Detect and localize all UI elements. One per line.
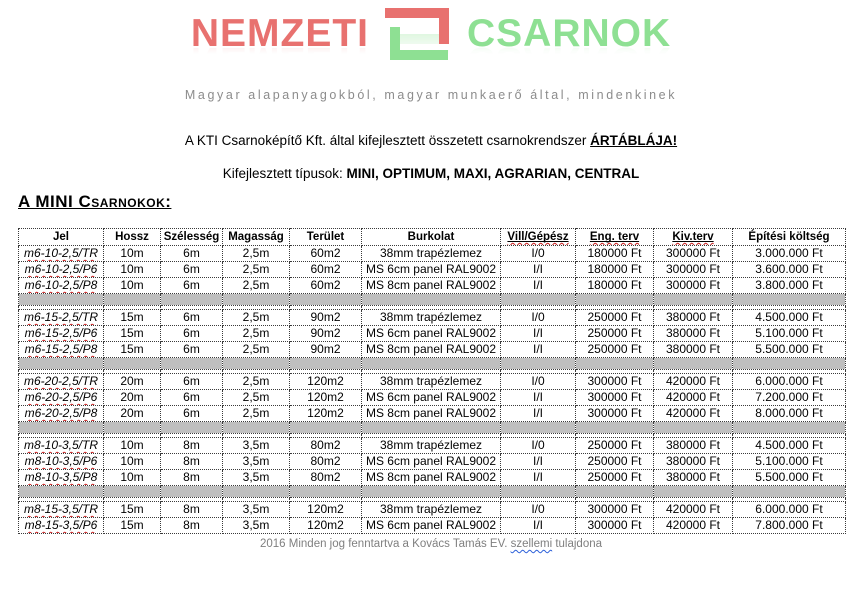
header-cell: Magasság: [223, 229, 290, 246]
table-cell: 300000 Ft: [576, 406, 654, 422]
table-cell: 120m2: [290, 406, 362, 422]
table-cell: 2,5m: [223, 374, 290, 390]
table-cell: 6m: [161, 374, 223, 390]
table-cell: MS 6cm panel RAL9002: [362, 518, 501, 534]
section-heading: A MINI Csarnokok:: [18, 192, 172, 211]
table-cell: 420000 Ft: [654, 374, 733, 390]
table-row: [19, 518, 846, 534]
table-cell: 38mm trapézlemez: [362, 502, 501, 518]
table-row: [19, 470, 846, 486]
separator-cell: [576, 422, 654, 434]
table-cell: 250000 Ft: [576, 342, 654, 358]
separator-cell: [290, 294, 362, 306]
table-cell: 8m: [161, 438, 223, 454]
separator-cell: [733, 358, 846, 370]
cell-jel: m8-10-3,5/P8: [19, 470, 104, 486]
table-cell: 420000 Ft: [654, 406, 733, 422]
table-cell: 20m: [104, 390, 161, 406]
cell-jel: m8-10-3,5/TR: [19, 438, 104, 454]
table-cell: 420000 Ft: [654, 518, 733, 534]
separator-cell: [290, 486, 362, 498]
cell-jel: m6-20-2,5/P6: [19, 390, 104, 406]
table-cell: 2,5m: [223, 390, 290, 406]
table-cell: I/I: [501, 326, 576, 342]
table-cell: 80m2: [290, 438, 362, 454]
table-cell: 90m2: [290, 310, 362, 326]
table-row: [19, 326, 846, 342]
table-cell: 2,5m: [223, 342, 290, 358]
intro-types: [0, 166, 862, 181]
table-cell: 6m: [161, 310, 223, 326]
table-cell: 10m: [104, 262, 161, 278]
table-cell: 380000 Ft: [654, 454, 733, 470]
separator-cell: [161, 422, 223, 434]
price-table: [18, 228, 846, 534]
table-cell: 2,5m: [223, 406, 290, 422]
separator-cell: [19, 422, 104, 434]
table-cell: 420000 Ft: [654, 502, 733, 518]
table-cell: 90m2: [290, 326, 362, 342]
header-cell: Építési költség: [733, 229, 846, 246]
table-cell: I/I: [501, 518, 576, 534]
table-cell: 8m: [161, 454, 223, 470]
table-cell: I/I: [501, 278, 576, 294]
table-row: [19, 310, 846, 326]
table-cell: 6m: [161, 262, 223, 278]
cell-jel: m8-15-3,5/TR: [19, 502, 104, 518]
header-cell: Hossz: [104, 229, 161, 246]
table-cell: 7.800.000 Ft: [733, 518, 846, 534]
table-cell: I/I: [501, 262, 576, 278]
table-row: [19, 438, 846, 454]
separator-cell: [501, 422, 576, 434]
table-cell: 2,5m: [223, 310, 290, 326]
cell-jel: m6-10-2,5/TR: [19, 246, 104, 262]
table-cell: I/0: [501, 310, 576, 326]
table-cell: 20m: [104, 406, 161, 422]
header-cell: Vill/Gépész: [501, 229, 576, 246]
table-cell: I/I: [501, 342, 576, 358]
cell-jel: m6-15-2,5/TR: [19, 310, 104, 326]
table-cell: 3.800.000 Ft: [733, 278, 846, 294]
table-cell: 300000 Ft: [654, 262, 733, 278]
table-cell: 15m: [104, 342, 161, 358]
table-cell: MS 8cm panel RAL9002: [362, 278, 501, 294]
table-cell: I/0: [501, 374, 576, 390]
table-cell: MS 6cm panel RAL9002: [362, 326, 501, 342]
table-cell: 300000 Ft: [654, 246, 733, 262]
table-cell: 15m: [104, 326, 161, 342]
table-row: [19, 342, 846, 358]
table-row: [19, 262, 846, 278]
table-cell: 300000 Ft: [576, 390, 654, 406]
footer-text-suffix: tulajdona: [552, 538, 603, 550]
table-cell: MS 6cm panel RAL9002: [362, 262, 501, 278]
table-cell: I/I: [501, 406, 576, 422]
brand-mark-icon: [385, 8, 451, 60]
table-row: [19, 278, 846, 294]
cell-jel: m8-10-3,5/P6: [19, 454, 104, 470]
price-table-body: [19, 246, 846, 534]
table-cell: 10m: [104, 454, 161, 470]
table-cell: MS 8cm panel RAL9002: [362, 406, 501, 422]
table-cell: 80m2: [290, 454, 362, 470]
table-cell: 6m: [161, 390, 223, 406]
price-table-wrap: [18, 228, 846, 534]
table-cell: MS 8cm panel RAL9002: [362, 342, 501, 358]
table-cell: 3.600.000 Ft: [733, 262, 846, 278]
table-cell: I/0: [501, 246, 576, 262]
separator-cell: [19, 358, 104, 370]
separator-cell: [733, 294, 846, 306]
table-cell: 60m2: [290, 278, 362, 294]
cell-jel: m6-10-2,5/P6: [19, 262, 104, 278]
group-separator-row: [19, 358, 846, 370]
table-cell: 180000 Ft: [576, 246, 654, 262]
separator-cell: [104, 422, 161, 434]
cell-jel: m6-20-2,5/P8: [19, 406, 104, 422]
table-cell: 38mm trapézlemez: [362, 246, 501, 262]
table-cell: 380000 Ft: [654, 438, 733, 454]
footer-text-prefix: 2016 Minden jog fenntartva a Kovács Tamás EV.: [259, 538, 511, 550]
logo-tagline: Magyar alapanyagokból, magyar munkaerő által, mindenkinek: [184, 88, 678, 102]
group-separator-row: [19, 294, 846, 306]
logo: [0, 12, 862, 60]
table-cell: 6m: [161, 406, 223, 422]
separator-cell: [654, 422, 733, 434]
table-cell: 300000 Ft: [654, 278, 733, 294]
table-cell: 2,5m: [223, 278, 290, 294]
table-cell: 3.000.000 Ft: [733, 246, 846, 262]
separator-cell: [290, 358, 362, 370]
separator-cell: [733, 422, 846, 434]
table-cell: 10m: [104, 246, 161, 262]
separator-cell: [362, 486, 501, 498]
table-cell: 8.000.000 Ft: [733, 406, 846, 422]
separator-cell: [223, 422, 290, 434]
table-cell: 3,5m: [223, 438, 290, 454]
separator-cell: [576, 294, 654, 306]
separator-cell: [104, 486, 161, 498]
separator-cell: [362, 294, 501, 306]
copyright-footer: [0, 538, 862, 550]
separator-cell: [223, 294, 290, 306]
table-cell: 5.500.000 Ft: [733, 470, 846, 486]
logo-row: [191, 12, 671, 60]
table-cell: 250000 Ft: [576, 438, 654, 454]
table-cell: 4.500.000 Ft: [733, 310, 846, 326]
table-cell: 120m2: [290, 518, 362, 534]
table-cell: 380000 Ft: [654, 342, 733, 358]
table-cell: 250000 Ft: [576, 454, 654, 470]
table-cell: 38mm trapézlemez: [362, 374, 501, 390]
table-cell: 8m: [161, 502, 223, 518]
table-cell: I/0: [501, 502, 576, 518]
separator-cell: [362, 422, 501, 434]
table-cell: 10m: [104, 470, 161, 486]
separator-cell: [19, 294, 104, 306]
table-cell: 3,5m: [223, 502, 290, 518]
intro-title-emphasis: ÁRTÁBLÁJA!: [590, 133, 678, 148]
table-cell: MS 6cm panel RAL9002: [362, 454, 501, 470]
table-cell: 3,5m: [223, 518, 290, 534]
table-cell: 6.000.000 Ft: [733, 502, 846, 518]
table-cell: 250000 Ft: [576, 470, 654, 486]
table-row: [19, 390, 846, 406]
table-cell: I/I: [501, 470, 576, 486]
table-header-row: [19, 229, 846, 246]
table-row: [19, 406, 846, 422]
group-separator-row: [19, 486, 846, 498]
logo-word-nemzeti: NEMZETI: [190, 12, 369, 55]
table-cell: 3,5m: [223, 454, 290, 470]
table-cell: 6m: [161, 326, 223, 342]
table-cell: 6m: [161, 278, 223, 294]
table-cell: 2,5m: [223, 246, 290, 262]
table-cell: 15m: [104, 502, 161, 518]
table-cell: 120m2: [290, 374, 362, 390]
table-cell: 8m: [161, 518, 223, 534]
table-cell: 380000 Ft: [654, 470, 733, 486]
intro-types-list: MINI, OPTIMUM, MAXI, AGRARIAN, CENTRAL: [346, 166, 640, 181]
separator-cell: [654, 486, 733, 498]
table-row: [19, 246, 846, 262]
intro-types-text: Kifejlesztett típusok:: [222, 166, 347, 181]
separator-cell: [19, 486, 104, 498]
table-cell: I/I: [501, 390, 576, 406]
table-cell: 2,5m: [223, 262, 290, 278]
separator-cell: [576, 486, 654, 498]
separator-cell: [501, 358, 576, 370]
table-cell: 60m2: [290, 262, 362, 278]
table-row: [19, 502, 846, 518]
table-cell: 5.100.000 Ft: [733, 454, 846, 470]
separator-cell: [654, 294, 733, 306]
price-table-head: [19, 229, 846, 246]
footer-flagged-word: szellemi: [510, 538, 553, 550]
header-cell: Kiv.terv: [654, 229, 733, 246]
table-cell: 120m2: [290, 502, 362, 518]
separator-cell: [501, 294, 576, 306]
separator-cell: [161, 486, 223, 498]
table-cell: 38mm trapézlemez: [362, 310, 501, 326]
logo-word-csarnok: CSARNOK: [467, 12, 672, 55]
table-cell: 10m: [104, 278, 161, 294]
table-cell: 380000 Ft: [654, 326, 733, 342]
brand-mark-green-bracket: [390, 27, 448, 60]
table-cell: 250000 Ft: [576, 310, 654, 326]
table-cell: 4.500.000 Ft: [733, 438, 846, 454]
separator-cell: [362, 358, 501, 370]
table-cell: 80m2: [290, 470, 362, 486]
table-cell: 380000 Ft: [654, 310, 733, 326]
table-cell: 90m2: [290, 342, 362, 358]
table-cell: 2,5m: [223, 326, 290, 342]
table-cell: I/0: [501, 438, 576, 454]
cell-jel: m6-10-2,5/P8: [19, 278, 104, 294]
table-cell: 10m: [104, 438, 161, 454]
separator-cell: [104, 358, 161, 370]
table-cell: 120m2: [290, 390, 362, 406]
table-cell: 6.000.000 Ft: [733, 374, 846, 390]
header-cell: Terület: [290, 229, 362, 246]
table-cell: 60m2: [290, 246, 362, 262]
cell-jel: m6-20-2,5/TR: [19, 374, 104, 390]
separator-cell: [161, 294, 223, 306]
table-cell: 300000 Ft: [576, 518, 654, 534]
table-cell: MS 8cm panel RAL9002: [362, 470, 501, 486]
separator-cell: [290, 422, 362, 434]
separator-cell: [501, 486, 576, 498]
table-cell: 6m: [161, 246, 223, 262]
intro-title: [0, 133, 862, 148]
table-cell: MS 6cm panel RAL9002: [362, 390, 501, 406]
table-cell: 5.100.000 Ft: [733, 326, 846, 342]
table-cell: 38mm trapézlemez: [362, 438, 501, 454]
separator-cell: [733, 486, 846, 498]
separator-cell: [654, 358, 733, 370]
separator-cell: [161, 358, 223, 370]
header-cell: Burkolat: [362, 229, 501, 246]
separator-cell: [104, 294, 161, 306]
table-cell: 180000 Ft: [576, 278, 654, 294]
table-cell: 300000 Ft: [576, 374, 654, 390]
header-cell: Eng. terv: [576, 229, 654, 246]
header-cell: Jel: [19, 229, 104, 246]
group-separator-row: [19, 422, 846, 434]
cell-jel: m6-15-2,5/P6: [19, 326, 104, 342]
table-row: [19, 454, 846, 470]
cell-jel: m8-15-3,5/P6: [19, 518, 104, 534]
intro-title-text: A KTI Csarnoképítő Kft. által kifejlesztett összetett csarnokrendszer: [184, 133, 591, 148]
table-cell: 3,5m: [223, 470, 290, 486]
table-cell: 420000 Ft: [654, 390, 733, 406]
table-cell: 180000 Ft: [576, 262, 654, 278]
table-cell: 300000 Ft: [576, 502, 654, 518]
table-cell: 250000 Ft: [576, 326, 654, 342]
separator-cell: [223, 358, 290, 370]
separator-cell: [576, 358, 654, 370]
table-cell: 15m: [104, 310, 161, 326]
table-cell: 7.200.000 Ft: [733, 390, 846, 406]
separator-cell: [223, 486, 290, 498]
header-cell: Szélesség: [161, 229, 223, 246]
table-cell: 5.500.000 Ft: [733, 342, 846, 358]
cell-jel: m6-15-2,5/P8: [19, 342, 104, 358]
table-cell: 8m: [161, 470, 223, 486]
table-cell: I/I: [501, 454, 576, 470]
table-cell: 6m: [161, 342, 223, 358]
table-row: [19, 374, 846, 390]
table-cell: 15m: [104, 518, 161, 534]
table-cell: 20m: [104, 374, 161, 390]
